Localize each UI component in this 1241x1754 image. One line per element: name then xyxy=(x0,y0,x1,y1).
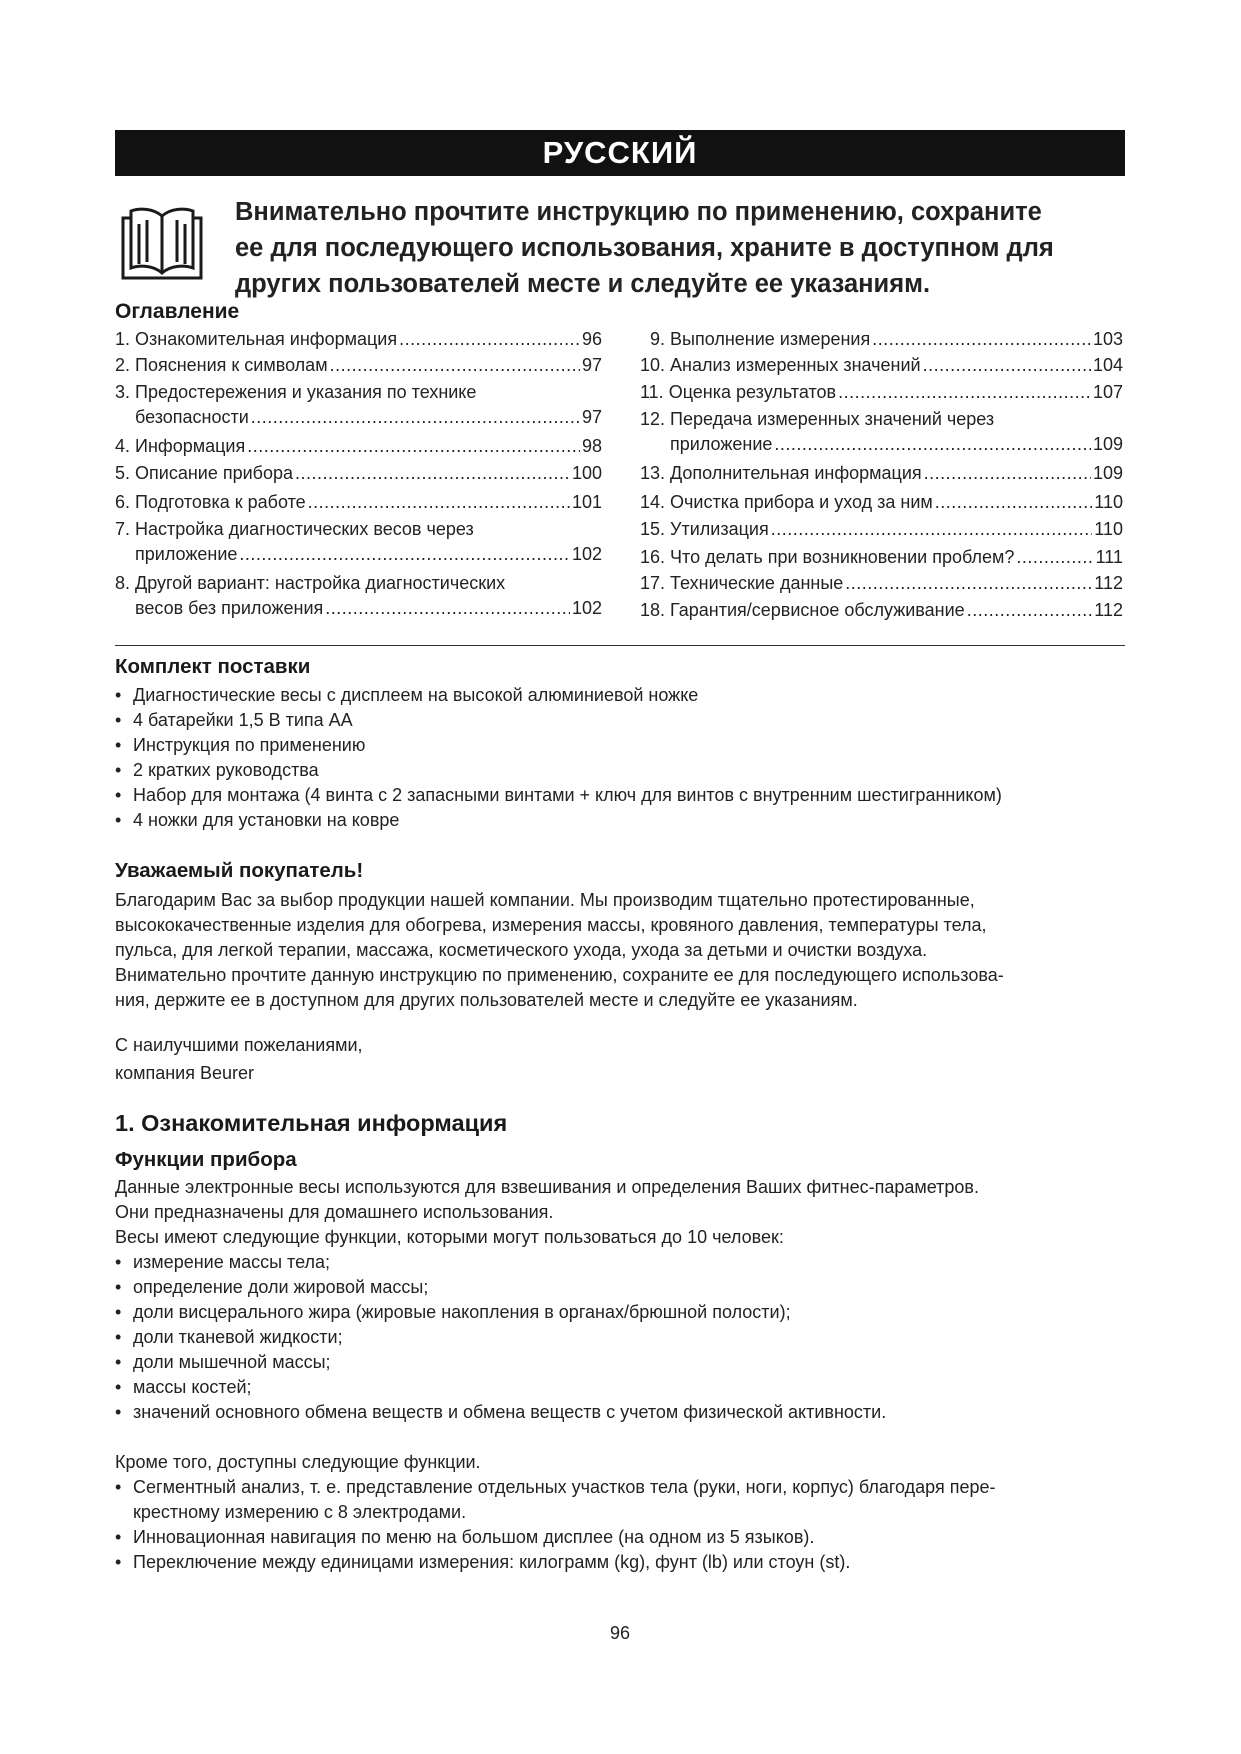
intro-block xyxy=(115,194,1125,314)
list-item: • массы костей; xyxy=(115,1375,1125,1400)
list-item: • Переключение между единицами измерения: килограмм (kg), фунт (lb) или стоун (st). xyxy=(115,1550,1125,1575)
list-item: • определение доли жировой массы; xyxy=(115,1275,1125,1300)
toc-entry[interactable]: 3. Предостережения и указания по технике безопасности ..... 97 xyxy=(115,380,602,430)
toc-entry[interactable]: 4. Информация ..... 98 xyxy=(115,434,602,459)
delivery-title: Комплект поставки xyxy=(115,655,311,678)
list-item: • Инновационная навигация по меню на большом дисплее (на одном из 5 языков). xyxy=(115,1525,1125,1550)
toc-entry[interactable]: 1. Ознакомительная информация ..... 96 xyxy=(115,327,602,352)
functions-intro: Данные электронные весы используются для взвешивания и определения Ваших фитнес-параметров. Они предназначены для домашнего использования. Весы имеют следующие функции, которыми могут пользоваться до 10 человек: xyxy=(115,1177,979,1247)
list-item: • доли мышечной массы; xyxy=(115,1350,1125,1375)
toc-entry[interactable]: 14. Очистка прибора и уход за ним ..... 110 xyxy=(640,490,1123,515)
toc-entry[interactable]: 2. Пояснения к символам ..... 97 xyxy=(115,353,602,378)
page-number: 96 xyxy=(609,1623,631,1643)
list-item: • 4 батарейки 1,5 В типа AA xyxy=(115,708,1125,733)
delivery-list xyxy=(115,683,1125,833)
toc-entry[interactable]: 8. Другой вариант: настройка диагностических весов без приложения ..... 102 xyxy=(115,571,602,621)
list-item: • измерение массы тела; xyxy=(115,1250,1125,1275)
language-header: РУССКИЙ xyxy=(115,130,1125,176)
functions-list xyxy=(115,1250,1125,1425)
additional-functions-list xyxy=(115,1475,1125,1575)
list-item: • Набор для монтажа (4 винта с 2 запасными винтами + ключ для винтов с внутренним шестигранником) xyxy=(115,783,1125,808)
toc-entry[interactable]: 11. Оценка результатов ..... 107 xyxy=(640,380,1123,405)
list-item: • 4 ножки для установки на ковре xyxy=(115,808,1125,833)
table-of-contents xyxy=(115,325,1125,655)
list-item: • Сегментный анализ, т. е. представление отдельных участков тела (руки, ноги, корпус) благодаря пере- крестному измерению с 8 электродами. xyxy=(115,1475,1125,1525)
manual-page xyxy=(115,130,1125,1575)
toc-entry[interactable]: 16. Что делать при возникновении проблем? ..... 111 xyxy=(640,545,1123,570)
open-book-icon xyxy=(119,202,205,282)
customer-letter: Благодарим Вас за выбор продукции нашей компании. Мы производим тщательно протестированные, высококачественные изделия для обогрева, измерения массы, кровяного давления, температуры тела, пульса, для легкой терапии, массажа, косметического ухода, ухода за детьми и очистки воздуха. Внимательно прочтите данную инструкцию по применению, сохраните ее для последующего использова- ния, держите ее в доступном для других пользователей месте и следуйте ее указаниям. xyxy=(115,890,1004,1010)
section-1-title: 1. Ознакомительная информация xyxy=(115,1110,508,1136)
list-item: • доли висцерального жира (жировые накопления в органах/брюшной полости); xyxy=(115,1300,1125,1325)
toc-entry[interactable]: 17. Технические данные ..... 112 xyxy=(640,571,1123,596)
toc-entry[interactable]: 15. Утилизация ..... 110 xyxy=(640,517,1123,542)
customer-title: Уважаемый покупатель! xyxy=(115,859,364,882)
toc-entry[interactable]: 5. Описание прибора ..... 100 xyxy=(115,461,602,486)
toc-entry[interactable]: 12. Передача измеренных значений через приложение ..... 109 xyxy=(640,407,1123,457)
list-item: • доли тканевой жидкости; xyxy=(115,1325,1125,1350)
intro-instruction: Внимательно прочтите инструкцию по применению, сохраните ее для последующего использования, храните в доступном для других пользователей месте и следуйте ее указаниям. xyxy=(235,198,1054,298)
toc-entry[interactable]: 10. Анализ измеренных значений ..... 104 xyxy=(640,353,1123,378)
functions-title: Функции прибора xyxy=(115,1148,297,1171)
list-item: • 2 кратких руководства xyxy=(115,758,1125,783)
list-item: • значений основного обмена веществ и обмена веществ с учетом физической активности. xyxy=(115,1400,1125,1425)
toc-entry[interactable]: 6. Подготовка к работе ..... 101 xyxy=(115,490,602,515)
list-item: • Инструкция по применению xyxy=(115,733,1125,758)
toc-entry[interactable]: 13. Дополнительная информация ..... 109 xyxy=(640,461,1123,486)
regards: С наилучшими пожеланиями, xyxy=(115,1035,363,1055)
company-name: компания Beurer xyxy=(115,1063,254,1083)
list-item: • Диагностические весы с дисплеем на высокой алюминиевой ножке xyxy=(115,683,1125,708)
toc-title: Оглавление xyxy=(115,300,240,323)
toc-entry[interactable]: 18. Гарантия/сервисное обслуживание ..... 112 xyxy=(640,598,1123,623)
toc-entry[interactable]: 7. Настройка диагностических весов через приложение ..... 102 xyxy=(115,517,602,567)
additional-functions-intro: Кроме того, доступны следующие функции. xyxy=(115,1452,481,1472)
toc-entry[interactable]: 9. Выполнение измерения ..... 103 xyxy=(640,327,1123,352)
